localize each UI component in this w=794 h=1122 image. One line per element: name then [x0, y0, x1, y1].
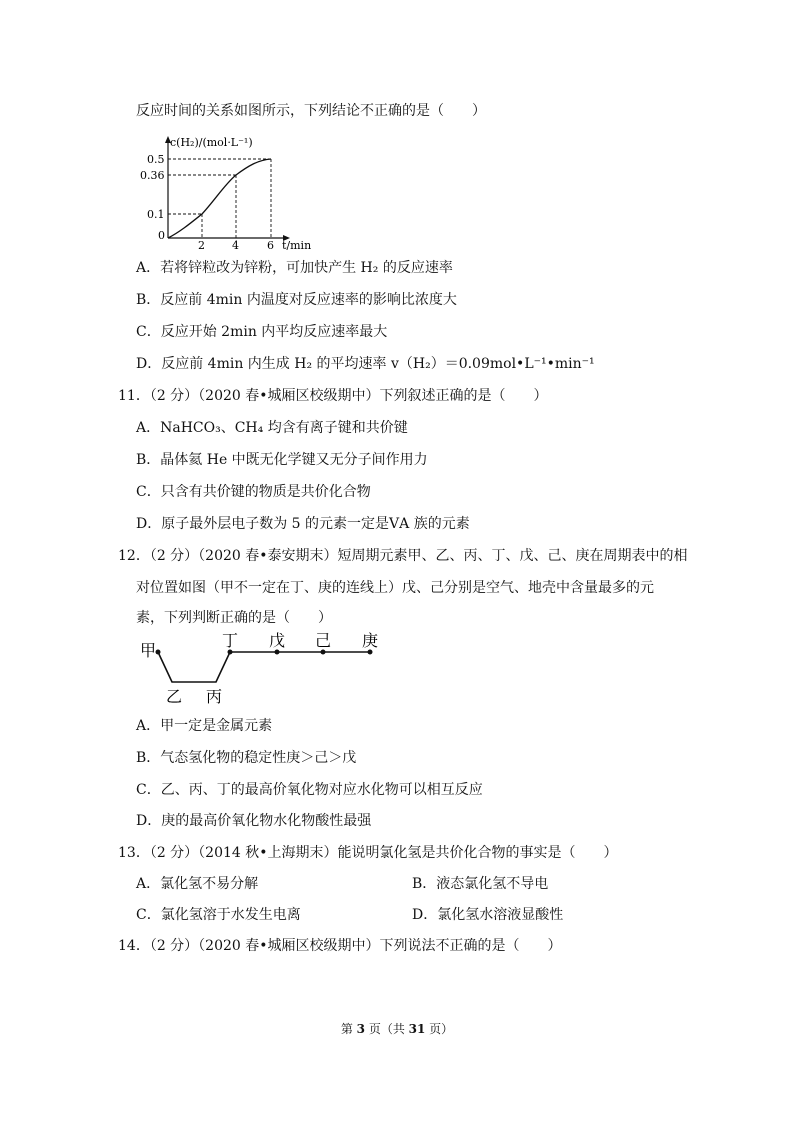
y-tick-0.5: 0.5	[147, 153, 165, 166]
q11-option-c: C．只含有共价键的物质是共价化合物	[136, 484, 371, 500]
element-ji: 己	[315, 632, 332, 650]
element-wu: 戊	[269, 632, 286, 650]
footer-prefix: 第	[340, 1022, 357, 1036]
q10-intro: 反应时间的关系如图所示，下列结论不正确的是（ ）	[136, 103, 486, 119]
x-tick-6: 6	[267, 239, 274, 250]
y-tick-0.1: 0.1	[147, 208, 165, 221]
x-axis-label: t/min	[282, 239, 312, 250]
q13-option-a: A．氯化氢不易分解	[136, 876, 259, 892]
y-tick-0.36: 0.36	[140, 169, 165, 182]
q10-option-a: A．若将锌粒改为锌粉，可加快产生 H₂ 的反应速率	[136, 260, 453, 276]
q11-option-b: B．晶体氦 He 中既无化学键又无分子间作用力	[136, 452, 428, 468]
q12-stem-line3: 素，下列判断正确的是（ ）	[136, 610, 332, 626]
concentration-time-graph	[140, 132, 340, 250]
q12-option-b: B．气态氢化物的稳定性庚＞己＞戊	[136, 750, 357, 766]
q12-option-a: A．甲一定是金属元素	[136, 718, 273, 734]
q10-option-c: C．反应开始 2min 内平均反应速率最大	[136, 324, 388, 340]
q11-stem: 11．（2 分）（2020 春•城厢区校级期中）下列叙述正确的是（ ）	[118, 388, 548, 404]
footer-suffix: 页）	[425, 1022, 454, 1036]
q12-option-c: C．乙、丙、丁的最高价氧化物对应水化物可以相互反应	[136, 782, 483, 798]
q13-option-c: C．氯化氢溶于水发生电离	[136, 907, 301, 923]
q10-option-b: B．反应前 4min 内温度对反应速率的影响比浓度大	[136, 292, 457, 308]
x-tick-2: 2	[198, 239, 205, 250]
q11-option-d: D．原子最外层电子数为 5 的元素一定是ⅤA 族的元素	[136, 516, 470, 532]
element-geng: 庚	[362, 632, 379, 650]
element-bing: 丙	[206, 687, 223, 706]
origin-label: 0	[158, 229, 165, 242]
element-yi: 乙	[166, 687, 183, 706]
q13-option-d: D．氯化氢水溶液显酸性	[412, 907, 564, 923]
page-footer	[0, 1020, 794, 1037]
q14-stem: 14．（2 分）（2020 春•城厢区校级期中）下列说法不正确的是（ ）	[118, 938, 562, 954]
footer-page-number: 3	[356, 1022, 365, 1036]
footer-middle: 页（共	[365, 1022, 409, 1036]
q13-option-b: B．液态氯化氢不导电	[412, 876, 549, 892]
q11-option-a: A．NaHCO₃、CH₄ 均含有离子键和共价键	[136, 420, 408, 436]
q10-option-d: D．反应前 4min 内生成 H₂ 的平均速率 v（H₂）＝0.09mol•L⁻¹•min⁻¹	[136, 356, 595, 372]
periodic-position-diagram	[136, 632, 396, 708]
q12-stem-line1: 12．（2 分）（2020 春•泰安期末）短周期元素甲、乙、丙、丁、戊、己、庚在周期表中的相	[118, 548, 688, 564]
y-axis-label: c(H₂)/(mol·L⁻¹)	[170, 136, 253, 149]
x-tick-4: 4	[232, 239, 239, 250]
q12-option-d: D．庚的最高价氧化物水化物酸性最强	[136, 813, 372, 829]
element-ding: 丁	[222, 632, 239, 650]
concentration-curve	[168, 159, 271, 238]
element-jia: 甲	[140, 641, 157, 660]
q13-stem: 13．（2 分）（2014 秋•上海期末）能说明氯化氢是共价化合物的事实是（ ）	[118, 845, 618, 861]
footer-total-pages: 31	[408, 1022, 426, 1036]
q12-stem-line2: 对位置如图（甲不一定在丁、庚的连线上）戊、己分别是空气、地壳中含量最多的元	[136, 580, 654, 596]
